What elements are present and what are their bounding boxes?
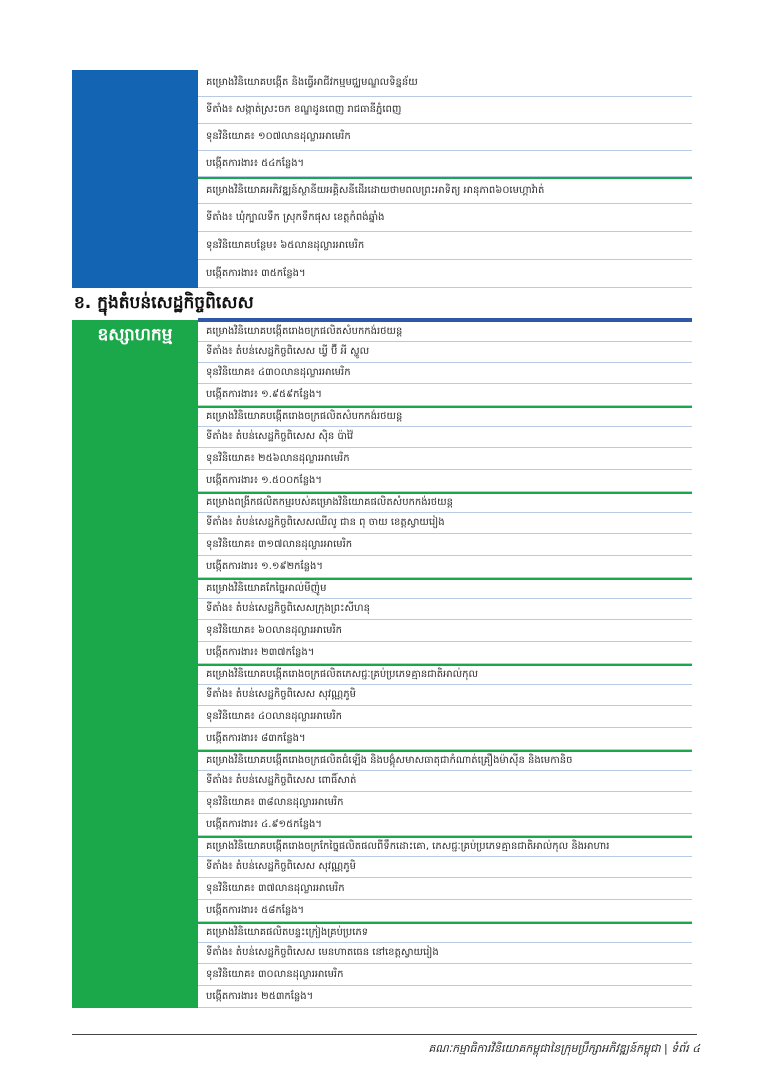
page-footer: គណៈកម្មាធិការវិនិយោគកម្ពុជានៃក្រុមប្រឹក្សាអភិវឌ្ឍន៍កម្ពុជា | ទំព័រ ៤	[428, 1042, 700, 1055]
footer-divider	[72, 1034, 697, 1035]
project-capital: ទុនវិនិយោគ៖ ៤០លានដុល្លារអាមេរិក	[198, 706, 692, 728]
project-location: ទីតាំង៖ តំបន់សេដ្ឋកិច្ចពិសេស ពោធិ៍សាត់	[198, 771, 692, 792]
project-capital: ទុនវិនិយោគ៖ ៤៣០លានដុល្លារអាមេរិក	[198, 363, 692, 384]
project-location: ទីតាំង៖ តំបន់សេដ្ឋកិច្ចពិសេស ឃ្វី ប៊ី អី ស្ហូល	[198, 342, 692, 363]
project-name: គម្រោងវិនិយោគអភិវឌ្ឍន៍ស្ថានីយអគ្គិសនីដើរដោយថាមពលព្រះអាទិត្យ អានុភាព៦០មេហ្គាវ៉ាត់	[198, 177, 692, 204]
project-jobs: បង្កើតការងារ៖ ៣៥កន្លែង។	[198, 260, 692, 288]
project-location: ទីតាំង៖ តំបន់សេដ្ឋកិច្ចពិសេស ស៊ិន ប៉ាវ៉ៃ	[198, 427, 692, 448]
project-name: គម្រោងវិនិយោគបង្កើតរោងចក្រផលិតសំបកកង់រថយន្ត	[198, 320, 692, 342]
project-capital: ទុនវិនិយោគ៖ ៣១៧លានដុល្លារអាមេរិក	[198, 534, 692, 556]
category-sidebar	[72, 320, 198, 1008]
project-jobs: បង្កើតការងារ៖ ៨៣កន្លែង។	[198, 728, 692, 750]
project-name: គម្រោងវិនិយោគបង្កើតរោងចក្រកែច្នៃផលិតផលពីទឹកដោះគោ, ភេសជ្ជៈគ្រប់ប្រភេទគ្មានជាតិអាល់កុល និងអាហារ	[198, 836, 692, 857]
project-jobs: បង្កើតការងារ៖ ៥៤កន្លែង។	[198, 151, 692, 177]
project-name: គម្រោងវិនិយោគកែច្នៃអាល់មីញ៉ូម	[198, 578, 692, 599]
project-jobs: បង្កើតការងារ៖ ១.១៩២កន្លែង។	[198, 556, 692, 578]
project-location: ទីតាំង៖ តំបន់សេដ្ឋកិច្ចពិសេស មេនហាតធេន នៅខេត្តស្វាយរៀង	[198, 943, 692, 964]
project-jobs: បង្កើតការងារ៖ ១.៥០០កន្លែង។	[198, 470, 692, 492]
project-capital: ទុនវិនិយោគ៖ ២៥៦លានដុល្លារអាមេរិក	[198, 448, 692, 470]
top-project-rows	[198, 70, 692, 288]
project-capital: ទុនវិនិយោគ៖ ៦០លានដុល្លារអាមេរិក	[198, 620, 692, 642]
project-location: ទីតាំង៖ សង្កាត់ស្រះចក ខណ្ឌដូនពេញ រាជធានីភ្នំពេញ	[198, 97, 692, 124]
project-name: គម្រោងវិនិយោគបង្កើត និងធ្វើអាជីវកម្មមជ្ឈមណ្ឌលទិន្នន័យ	[198, 70, 692, 97]
project-jobs: បង្កើតការងារ៖ ២៣៧កន្លែង។	[198, 642, 692, 664]
sez-projects-block	[72, 320, 692, 1008]
project-jobs: បង្កើតការងារ៖ ៤.៩១៥កន្លែង។	[198, 814, 692, 836]
category-sidebar	[72, 70, 198, 288]
project-capital: ទុនវិនិយោគបន្ថែម៖ ៦៥លានដុល្លារអាមេរិក	[198, 232, 692, 260]
sez-project-rows	[198, 320, 692, 1008]
section-title: ខ. ក្នុងតំបន់សេដ្ឋកិច្ចពិសេស	[74, 293, 254, 313]
project-location: ទីតាំង៖ តំបន់សេដ្ឋកិច្ចពិសេសក្រុងព្រះសីហនុ	[198, 599, 692, 620]
project-name: គម្រោងវិនិយោគបង្កើតរោងចក្រផលិតជំឡើង និងបង្គុំសមាសធាតុជាកំណាត់គ្រឿងម៉ាស៊ីន និងមេកានិច	[198, 750, 692, 771]
project-jobs: បង្កើតការងារ៖ ២៥៣កន្លែង។	[198, 986, 692, 1008]
project-location: ទីតាំង៖ ឃុំក្បាលទឹក ស្រុកទឹកផុស ខេត្តកំពង់ឆ្នាំង	[198, 204, 692, 232]
project-capital: ទុនវិនិយោគ៖ ៣៧លានដុល្លារអាមេរិក	[198, 878, 692, 900]
project-name: គម្រោងពង្រីកផលិតកម្មរបស់គម្រោងវិនិយោគផលិតសំបកកង់រថយន្ត	[198, 492, 692, 513]
project-location: ទីតាំង៖ តំបន់សេដ្ឋកិច្ចពិសេស សុវណ្ណភូមិ	[198, 685, 692, 706]
project-name: គម្រោងវិនិយោគបង្កើតរោងចក្រផលិតភេសជ្ជៈគ្រប់ប្រភេទគ្មានជាតិអាល់កុល	[198, 664, 692, 685]
project-name: គម្រោងវិនិយោគបង្កើតរោងចក្រផលិតសំបកកង់រថយន្ត	[198, 406, 692, 427]
project-capital: ទុនវិនិយោគ៖ ៣០លានដុល្លារអាមេរិក	[198, 964, 692, 986]
project-location: ទីតាំង៖ តំបន់សេដ្ឋកិច្ចពិសេស សុវណ្ណភូមិ	[198, 857, 692, 878]
category-label: ឧស្សាហកម្ម	[97, 325, 173, 345]
project-name: គម្រោងវិនិយោគផលិតបន្ទះក្រៀងគ្រប់ប្រភេទ	[198, 922, 692, 943]
project-capital: ទុនវិនិយោគ៖ ៣៨លានដុល្លារអាមេរិក	[198, 792, 692, 814]
project-jobs: បង្កើតការងារ៖ ៥៨កន្លែង។	[198, 900, 692, 922]
project-jobs: បង្កើតការងារ៖ ១.៩៥៩កន្លែង។	[198, 384, 692, 406]
top-projects-block	[72, 70, 692, 288]
project-capital: ទុនវិនិយោគ៖ ១០៧លានដុល្លារអាមេរិក	[198, 124, 692, 151]
project-location: ទីតាំង៖ តំបន់សេដ្ឋកិច្ចពិសេសឈីលូ ជាន ពុ ចាយ ខេត្តស្វាយរៀង	[198, 513, 692, 534]
